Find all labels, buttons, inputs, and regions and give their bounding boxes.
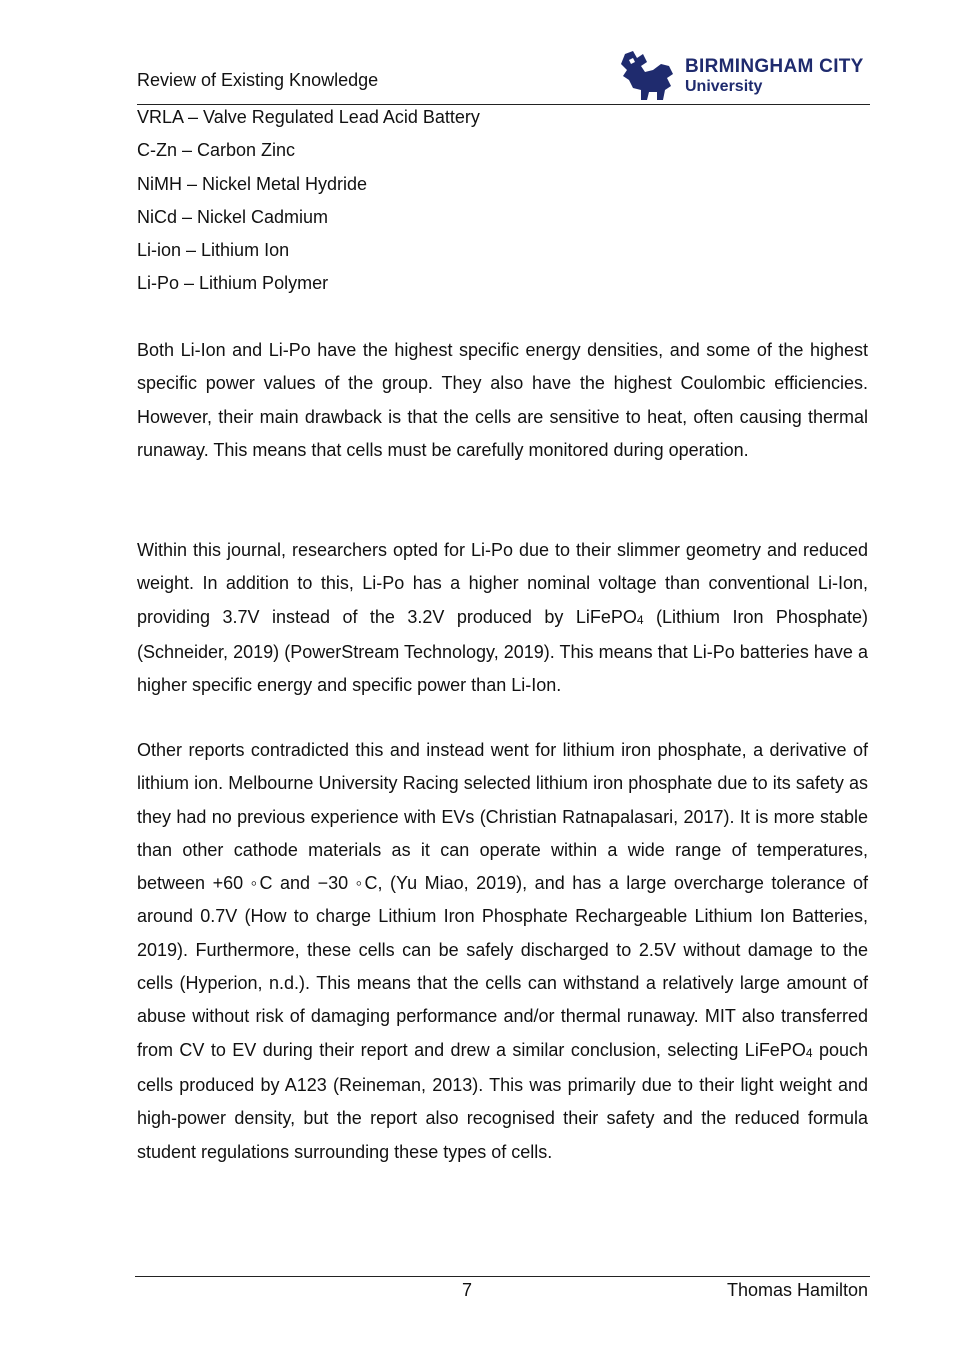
lion-crest-icon	[619, 50, 679, 102]
paragraph-text: (Lithium Iron Phosphate) (Schneider, 2019) (PowerStream Technology, 2019). This means that Li-Po batteries have a higher specific energy and specific power than Li-Ion.	[137, 606, 868, 696]
footer-rule	[135, 1276, 870, 1277]
paragraph-text: pouch cells produced by A123 (Reineman, 2013). This was primarily due to their light weight and high-power density, but the report also recognised their safety and the reduced formula student regulations surrounding these types of cells.	[137, 1039, 868, 1162]
university-logo	[619, 50, 864, 102]
page-number: 7	[462, 1280, 473, 1300]
list-item: C-Zn – Carbon Zinc	[137, 140, 296, 161]
paragraph-text: Other reports contradicted this and instead went for lithium iron phosphate, a derivative of lithium ion. Melbourne University Racing selected lithium iron phosphate due to its safety as they had no previous experience with EVs (Christian Ratnapalasari, 2017). It is more stable than other cathode materials as it can operate within a wide range of temperatures, between +60 ◦C and −30 ◦C, (Yu Miao, 2019), and has a large overcharge tolerance of around 0.7V (How to charge Lithium Iron Phosphate Rechargeable Lithium Ion Batteries, 2019). Furthermore, these cells can be safely discharged to 2.5V without damage to the cells (Hyperion, n.d.). This means that the cells can withstand a relatively large amount of abuse without risk of damaging performance and/or thermal runaway. MIT also transferred from CV to EV during their report and drew a similar conclusion, selecting LiFePO	[137, 740, 868, 1060]
logo-line-1: BIRMINGHAM CITY	[685, 56, 864, 77]
list-item: Li-ion – Lithium Ion	[137, 240, 290, 261]
subscript: 4	[805, 1045, 813, 1060]
logo-line-2: University	[685, 78, 763, 95]
author-name: Thomas Hamilton	[726, 1280, 868, 1300]
paragraph-lifepo4-choice	[137, 734, 868, 1169]
paragraph-text: Within this journal, researchers opted for Li-Po due to their slimmer geometry and reduced weight. In addition to this, Li-Po has a higher nominal voltage than conventional Li-Ion, providing 3.7V instead of the 3.2V produced by LiFePO	[137, 540, 868, 627]
running-header: Review of Existing Knowledge	[137, 70, 379, 90]
paragraph-li-po-choice	[137, 534, 868, 702]
subscript: 4	[636, 612, 644, 627]
list-item: Li-Po – Lithium Polymer	[137, 273, 329, 294]
abbreviation-list	[137, 105, 480, 305]
list-item: VRLA – Valve Regulated Lead Acid Battery	[137, 107, 480, 127]
list-item: NiCd – Nickel Cadmium	[137, 206, 329, 227]
paragraph-text: Both Li-Ion and Li-Po have the highest specific energy densities, and some of the highest specific power values of the group. They also have the highest Coulombic efficiencies. However, their main drawback is that the cells are sensitive to heat, often causing thermal runaway. This means that cells must be carefully monitored during operation.	[137, 340, 868, 460]
list-item: NiMH – Nickel Metal Hydride	[137, 173, 368, 194]
paragraph-lithium-overview	[137, 334, 868, 467]
